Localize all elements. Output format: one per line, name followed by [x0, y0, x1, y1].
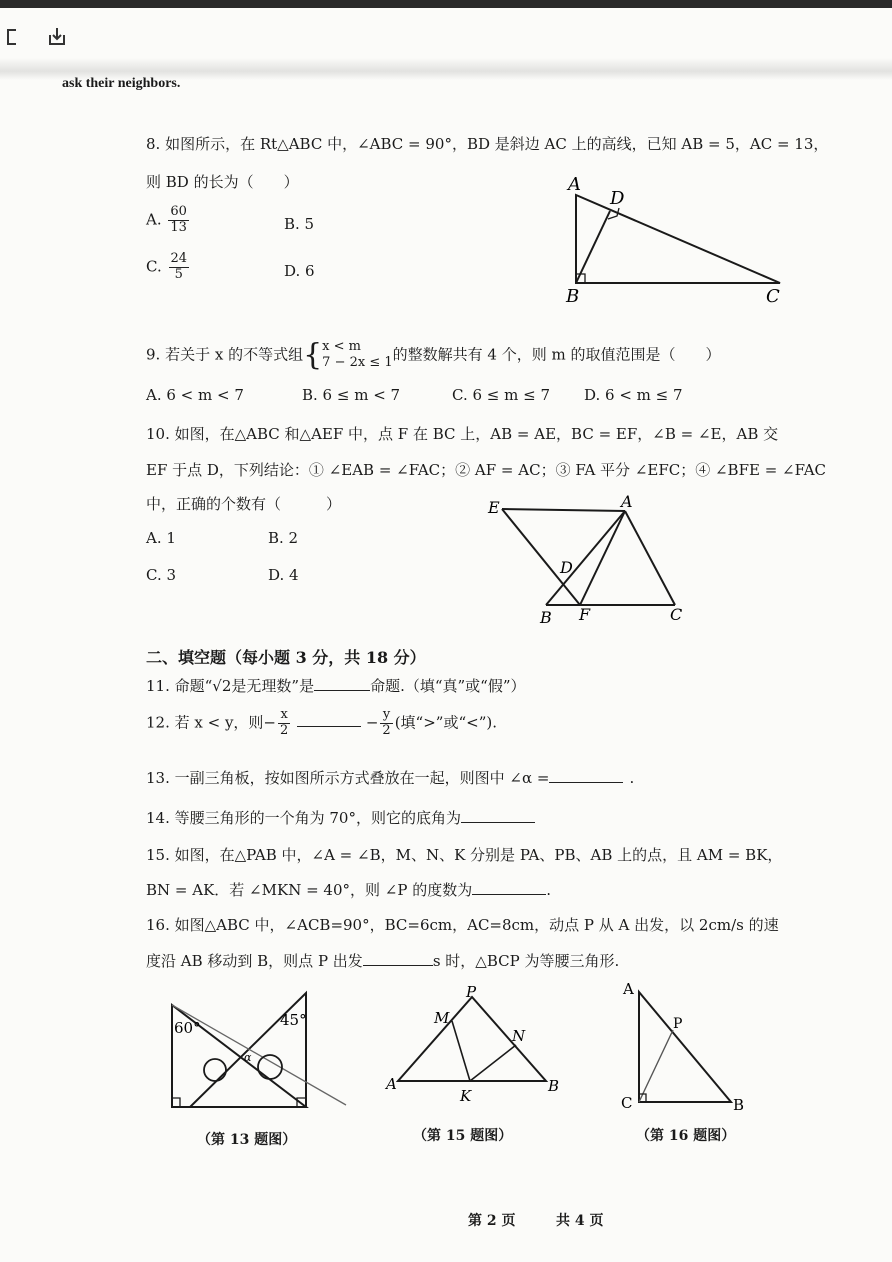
q15-line1: 15. 如图，在△PAB 中，∠A = ∠B，M、N、K 分别是 PA、PB、AB 上的点，且 AM = BK， — [146, 846, 783, 864]
numerator: 24 — [170, 251, 188, 266]
q13-text: 13. 一副三角板，按如图所示方式叠放在一起，则图中 ∠α = — [146, 769, 550, 787]
q16-line2 — [146, 950, 619, 971]
q9-option-b: B. 6 ≤ m < 7 — [302, 386, 401, 404]
q15-line2-text: BN = AK．若 ∠MKN = 40°，则 ∠P 的度数为 — [146, 881, 473, 899]
scan-top-edge — [0, 0, 892, 8]
figure-13 — [160, 985, 360, 1120]
numerator: y — [380, 708, 392, 724]
label-c: C — [766, 286, 780, 307]
page-total: 共 4 页 — [556, 1213, 604, 1229]
label-e: E — [488, 498, 500, 517]
q9-option-d: D. 6 < m ≤ 7 — [584, 386, 683, 404]
inequality-1: x < m — [322, 339, 361, 354]
q8-stem-line2: 则 BD 的长为（ ） — [146, 173, 299, 191]
q8-option-d: D. 6 — [284, 262, 315, 280]
q11-post1: 是无理数”是 — [231, 677, 315, 695]
brace: { — [303, 337, 323, 373]
q11-root: √2 — [212, 677, 232, 695]
ring-hole-right — [258, 1055, 282, 1079]
segment-ef — [502, 509, 580, 605]
q8-option-b: B. 5 — [284, 215, 315, 233]
q9-stem — [146, 339, 720, 372]
q15-end: . — [546, 881, 551, 899]
right-angle-left — [172, 1098, 180, 1107]
q9-option-c: C. 6 ≤ m ≤ 7 — [452, 386, 550, 404]
label-n: N — [512, 1027, 526, 1045]
q12-fraction-2 — [380, 708, 392, 739]
segment-mk — [452, 1021, 470, 1081]
q10-line1: 10. 如图，在△ABC 和△AEF 中，点 F 在 BC 上，AB = AE，BC = EF，∠B = ∠E，AB 交 — [146, 425, 779, 443]
q12-fraction-1 — [278, 708, 290, 739]
q12-pre: 12. 若 x < y，则− — [146, 713, 276, 732]
numerator: 60 — [170, 204, 187, 219]
answer-blank[interactable] — [461, 808, 535, 823]
q8-option-c-fraction — [169, 252, 190, 283]
angle-60-label: 60° — [174, 1019, 201, 1037]
q10-line3: 中，正确的个数有（ ） — [146, 495, 342, 513]
label-m: M — [434, 1009, 450, 1027]
segment-cp — [639, 1030, 673, 1102]
figure-15-caption: （第 15 题图） — [413, 1128, 513, 1144]
q11-post2: 命题.（填“真”或“假”） — [370, 677, 526, 695]
altitude-bd — [576, 211, 610, 283]
q11 — [146, 675, 526, 696]
q10-figure — [480, 495, 700, 630]
q10-line2: EF 于点 D，下列结论：① ∠EAB = ∠FAC；② AF = AC；③ FA 平分 ∠EFC；④ ∠BFE = ∠FAC — [146, 461, 827, 479]
label-a: A — [386, 1075, 397, 1093]
answer-blank[interactable] — [297, 712, 361, 727]
figure-16-caption: （第 16 题图） — [636, 1128, 736, 1144]
label-c: C — [621, 1094, 633, 1112]
q8-stem-line1: 8. 如图所示，在 Rt△ABC 中，∠ABC = 90°，BD 是斜边 AC 上的高线，已知 AB = 5，AC = 13， — [146, 135, 829, 153]
q16-line1: 16. 如图△ABC 中，∠ACB=90°，BC=6cm，AC=8cm，动点 P 从 A 出发，以 2cm/s 的速 — [146, 916, 779, 934]
label-b: B — [540, 608, 552, 627]
ring-hole-left — [204, 1059, 226, 1081]
segment-ac — [625, 511, 675, 605]
figure-15 — [380, 985, 570, 1110]
q8-option-a-fraction — [168, 205, 189, 236]
alpha-label: α — [244, 1051, 252, 1064]
q9-prefix: 9. 若关于 x 的不等式组 — [146, 345, 304, 364]
page-number: 第 2 页 — [468, 1213, 516, 1229]
q10-option-d: D. 4 — [268, 566, 299, 584]
q13 — [146, 767, 634, 788]
label-f: F — [579, 605, 591, 624]
label-a: A — [568, 174, 581, 195]
label-a: A — [623, 980, 634, 998]
triangle-abc — [576, 195, 780, 283]
triangle-abc — [639, 992, 731, 1102]
angle-45-label: 45° — [280, 1011, 307, 1029]
q11-pre: 11. 命题“ — [146, 677, 213, 695]
label-b: B — [566, 286, 580, 307]
denominator: 5 — [174, 266, 183, 282]
inequality-system — [322, 339, 392, 372]
q10-option-c: C. 3 — [146, 566, 177, 584]
segment-ba — [546, 511, 625, 605]
q8-option-a — [146, 205, 191, 236]
answer-blank[interactable] — [472, 880, 546, 895]
q9-suffix: 的整数解共有 4 个，则 m 的取值范围是（ ） — [392, 345, 721, 364]
label-d: D — [610, 188, 625, 209]
q12 — [146, 708, 497, 739]
q14 — [146, 807, 535, 828]
download-icon[interactable] — [46, 25, 68, 47]
q8-option-c — [146, 252, 191, 283]
q12-mid: − — [365, 713, 379, 732]
q8-option-c-label: C. — [146, 257, 162, 276]
label-k: K — [460, 1087, 472, 1105]
label-b: B — [548, 1077, 560, 1095]
q15-line2 — [146, 879, 551, 900]
label-a: A — [621, 495, 633, 511]
q9-option-a: A. 6 < m < 7 — [146, 386, 244, 404]
figure-16 — [615, 980, 765, 1120]
label-d: D — [560, 558, 573, 577]
q13-end: . — [629, 769, 635, 787]
answer-blank[interactable] — [549, 768, 623, 783]
edit-icon[interactable] — [2, 26, 24, 48]
denominator: 2 — [382, 722, 391, 738]
header-snippet: ask their neighbors. — [62, 76, 181, 91]
q10-option-a: A. 1 — [146, 529, 176, 547]
answer-blank[interactable] — [314, 676, 370, 691]
q8-option-a-label: A. — [146, 210, 162, 229]
inequality-2: 7 − 2x ≤ 1 — [322, 355, 393, 371]
label-b: B — [733, 1096, 745, 1114]
denominator: 13 — [170, 219, 187, 235]
answer-blank[interactable] — [363, 951, 433, 966]
denominator: 2 — [280, 722, 289, 738]
label-p: P — [466, 985, 477, 1001]
segment-kn — [470, 1045, 516, 1081]
q14-text: 14. 等腰三角形的一个角为 70°，则它的底角为 — [146, 809, 461, 827]
label-c: C — [670, 605, 683, 624]
segment-ea — [502, 509, 625, 511]
q16-line2-text: 度沿 AB 移动到 B，则点 P 出发 — [146, 952, 363, 970]
section-heading: 二、填空题（每小题 3 分，共 18 分） — [146, 648, 426, 667]
q12-post: (填“>”或“<”). — [394, 713, 497, 732]
q8-figure — [560, 170, 800, 310]
label-p: P — [673, 1016, 683, 1032]
q16-end: s 时，△BCP 为等腰三角形. — [432, 952, 620, 970]
numerator: x — [278, 708, 290, 724]
figure-13-caption: （第 13 题图） — [197, 1132, 297, 1148]
q10-option-b: B. 2 — [268, 529, 299, 547]
